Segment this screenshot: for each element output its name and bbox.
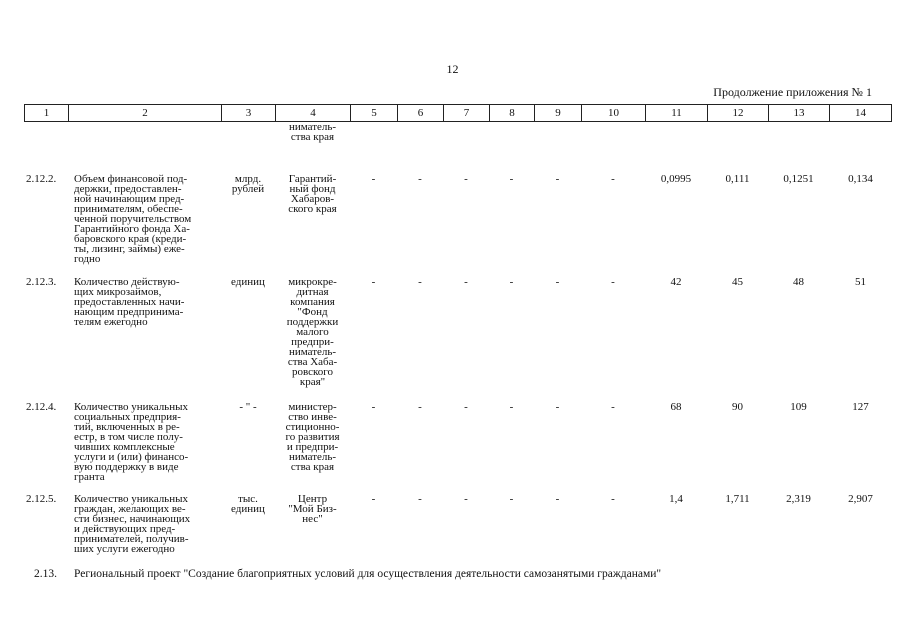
row-number: 2.12.2. — [26, 173, 57, 185]
dash-value: - — [418, 493, 422, 505]
column-header: 3 — [221, 105, 275, 121]
dash-value: - — [464, 401, 468, 413]
dash-value: - — [418, 173, 422, 185]
indicator-name: Количество уникальных социальных предприя- тий, включенных в ре- естр, в том числе полу- чивших комплексные услуги и (или) финансо- вую поддержку в виде гранта — [74, 401, 189, 483]
indicator-name: Количество действую- щих микрозаймов, предоставленных начи- нающим предпринима- телям ежегодно — [74, 276, 185, 328]
dash-value: - — [509, 173, 514, 185]
executor: Гарантий- ный фонд Хабаров- ского края — [288, 173, 337, 215]
unit: единиц — [231, 276, 265, 288]
regional-project-title: Региональный проект "Создание благоприятных условий для осуществления деятельности самозанятыми гражданами" — [74, 568, 662, 580]
unit: млрд. рублей — [231, 173, 265, 195]
table-header-row — [24, 104, 892, 122]
year-value: 90 — [732, 401, 743, 413]
dash-value: - — [555, 401, 560, 413]
row-number: 2.12.4. — [26, 401, 57, 413]
year-value: 1,711 — [725, 493, 750, 505]
dash-value: - — [371, 401, 376, 413]
year-value: 109 — [790, 401, 807, 413]
year-value: 127 — [852, 401, 869, 413]
year-value: 68 — [670, 401, 682, 413]
dash-value: - — [464, 173, 468, 185]
dash-value: - — [555, 173, 560, 185]
column-header: 5 — [350, 105, 397, 121]
dash-value: - — [371, 276, 376, 288]
column-header: 13 — [768, 105, 829, 121]
column-header: 4 — [275, 105, 350, 121]
dash-value: - — [611, 173, 615, 185]
indicator-name: Количество уникальных граждан, желающих ве- сти бизнес, начинающих и действующих пред- принимателей, получив- ших услуги ежегодно — [74, 493, 191, 555]
appendix-continuation-label: Продолжение приложения № 1 — [713, 85, 872, 99]
unit: - " - — [239, 401, 257, 413]
unit: тыс. единиц — [231, 493, 265, 515]
dash-value: - — [371, 493, 376, 505]
year-value: 0,1251 — [783, 173, 814, 185]
column-header: 1 — [24, 105, 68, 121]
year-value: 0,134 — [848, 173, 873, 185]
column-header: 11 — [645, 105, 707, 121]
year-value: 0,0995 — [660, 173, 692, 185]
column-header: 2 — [68, 105, 221, 121]
dash-value: - — [509, 401, 514, 413]
dash-value: - — [509, 276, 514, 288]
column-header: 9 — [534, 105, 581, 121]
year-value: 51 — [855, 276, 866, 288]
year-value: 0,111 — [725, 173, 750, 185]
dash-value: - — [555, 493, 560, 505]
year-value: 45 — [732, 276, 743, 288]
column-header: 6 — [397, 105, 443, 121]
year-value: 2,319 — [786, 493, 811, 505]
year-value: 1,4 — [669, 493, 683, 505]
dash-value: - — [611, 401, 615, 413]
executor: микрокре- дитная компания "Фонд поддержки малого предпри- ниматель- ства Хаба- ровского края" — [286, 276, 339, 388]
dash-value: - — [509, 493, 514, 505]
dash-value: - — [371, 173, 376, 185]
year-value: 48 — [793, 276, 804, 288]
column-header: 10 — [581, 105, 645, 121]
column-header: 7 — [443, 105, 489, 121]
indicator-name: Объем финансовой под- держки, предоставлен- ной начинающим пред- принимателям, обеспе- ченной поручительством Гарантийного фонда Ха- баровского края (креди- ты, лизинг, займы) еже- годно — [74, 173, 192, 265]
dash-value: - — [418, 276, 422, 288]
row-number: 2.13. — [34, 568, 57, 580]
row-number: 2.12.3. — [26, 276, 57, 288]
dash-value: - — [611, 276, 615, 288]
column-header: 8 — [489, 105, 534, 121]
dash-value: - — [611, 493, 615, 505]
dash-value: - — [555, 276, 560, 288]
row-number: 2.12.5. — [26, 493, 57, 505]
dash-value: - — [464, 493, 468, 505]
page-number: 12 — [446, 62, 459, 76]
dash-value: - — [418, 401, 422, 413]
dash-value: - — [464, 276, 468, 288]
year-value: 2,907 — [848, 493, 873, 505]
column-header: 14 — [829, 105, 892, 121]
executor: Центр "Мой Биз- нес" — [288, 493, 337, 525]
executor: министер- ство инве- стиционно- го развития и предпри- ниматель- ства края — [285, 401, 340, 473]
column-header: 12 — [707, 105, 768, 121]
year-value: 42 — [670, 276, 682, 288]
executor-continued-text: ниматель- ства края — [288, 121, 337, 143]
